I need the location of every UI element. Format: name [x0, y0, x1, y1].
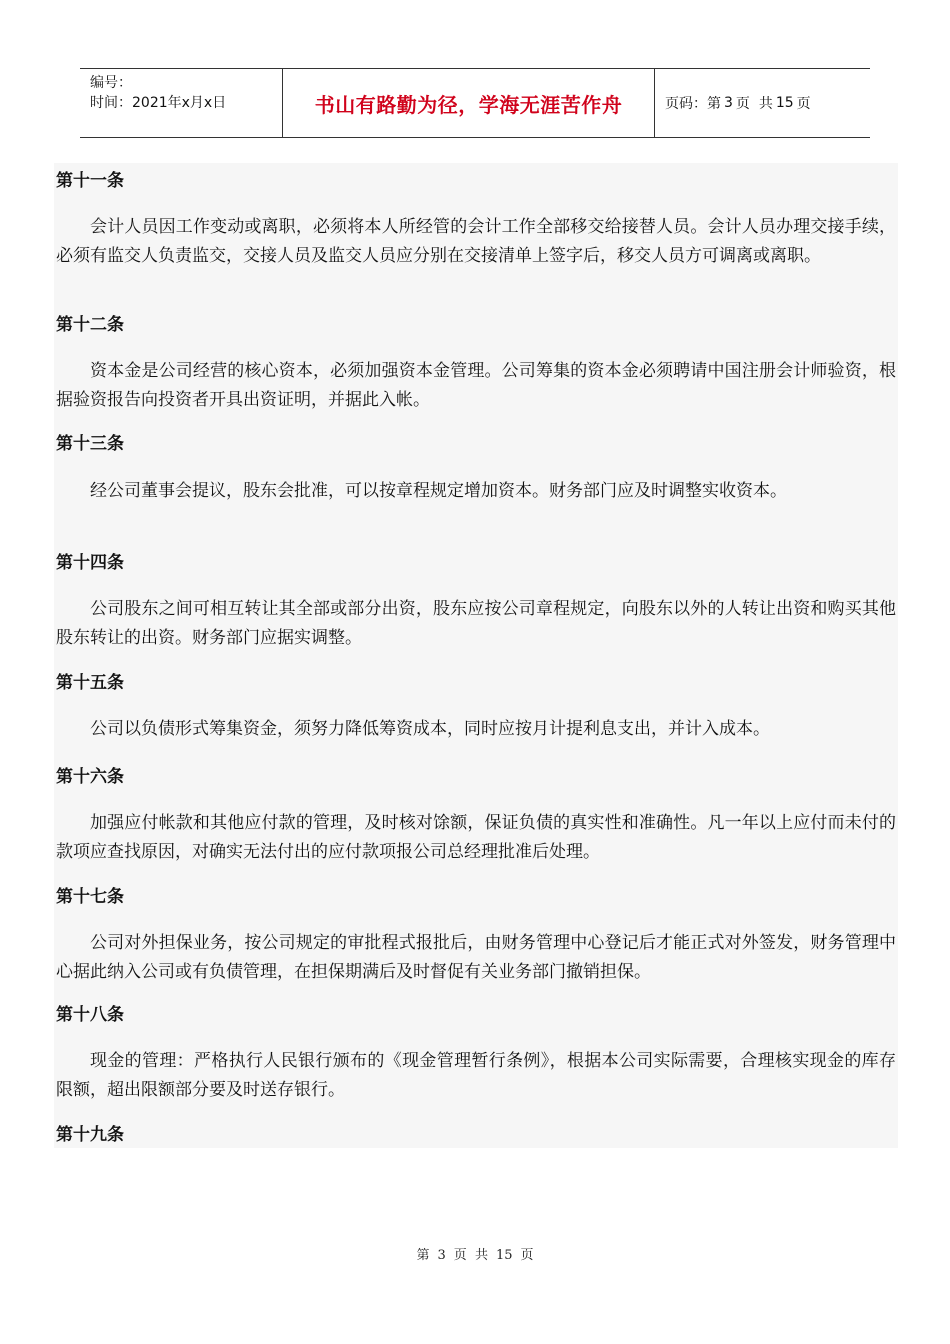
article-title: 第十八条	[56, 1005, 124, 1025]
footer-suffix: 页	[520, 1248, 534, 1263]
header-page-current: 3	[724, 95, 733, 111]
header-date-label: 时间：2021年x月x日	[90, 95, 227, 111]
header-number-label: 编号：	[90, 75, 132, 91]
footer-prefix: 第	[416, 1248, 430, 1263]
article-paragraph: 公司以负债形式筹集资金，须努力降低筹资成本，同时应按月计提利息支出，并计入成本。	[90, 719, 770, 739]
header-page-end: 页	[796, 96, 811, 112]
article-paragraph: 加强应付帐款和其他应付款的管理，及时核对馀额，保证负债的真实性和准确性。凡一年以上应付而未付的款项应查找原因，对确实无法付出的应付款项报公司总经理批准后处理。	[56, 813, 896, 862]
article-title: 第十六条	[56, 767, 124, 787]
article-title: 第十二条	[56, 315, 124, 335]
article-title: 第十九条	[56, 1125, 124, 1145]
header-page-mid: 页 共	[735, 96, 773, 112]
header-motto: 书山有路勤为径，学海无涯苦作舟	[283, 69, 655, 137]
page-header	[80, 68, 870, 138]
footer-total: 15	[496, 1248, 513, 1263]
header-meta	[80, 69, 283, 137]
article-title: 第十七条	[56, 887, 124, 907]
document-body	[54, 163, 898, 1148]
article-title: 第十三条	[56, 434, 124, 454]
article-paragraph: 经公司董事会提议，股东会批准，可以按章程规定增加资本。财务部门应及时调整实收资本。	[90, 481, 787, 501]
page-footer	[0, 1244, 950, 1263]
header-page-info	[655, 69, 870, 137]
article-paragraph: 公司股东之间可相互转让其全部或部分出资，股东应按公司章程规定，向股东以外的人转让出资和购买其他股东转让的出资。财务部门应据实调整。	[56, 599, 896, 648]
article-paragraph: 资本金是公司经营的核心资本，必须加强资本金管理。公司筹集的资本金必须聘请中国注册会计师验资，根据验资报告向投资者开具出资证明，并据此入帐。	[56, 361, 896, 410]
footer-current: 3	[437, 1248, 446, 1263]
article-title: 第十五条	[56, 673, 124, 693]
article-paragraph: 现金的管理：严格执行人民银行颁布的《现金管理暂行条例》，根据本公司实际需要，合理核实现金的库存限额，超出限额部分要及时送存银行。	[56, 1051, 896, 1100]
article-paragraph: 公司对外担保业务，按公司规定的审批程式报批后，由财务管理中心登记后才能正式对外签发，财务管理中心据此纳入公司或有负债管理，在担保期满后及时督促有关业务部门撤销担保。	[56, 933, 896, 982]
header-page-total: 15	[775, 95, 794, 111]
article-paragraph: 会计人员因工作变动或离职，必须将本人所经管的会计工作全部移交给接替人员。会计人员办理交接手续，必须有监交人负责监交，交接人员及监交人员应分别在交接清单上签字后，移交人员方可调离或离职。	[56, 217, 896, 266]
header-page-label: 页码：第	[665, 96, 721, 112]
footer-mid: 页 共	[453, 1248, 488, 1263]
article-title: 第十一条	[56, 171, 124, 191]
article-title: 第十四条	[56, 553, 124, 573]
